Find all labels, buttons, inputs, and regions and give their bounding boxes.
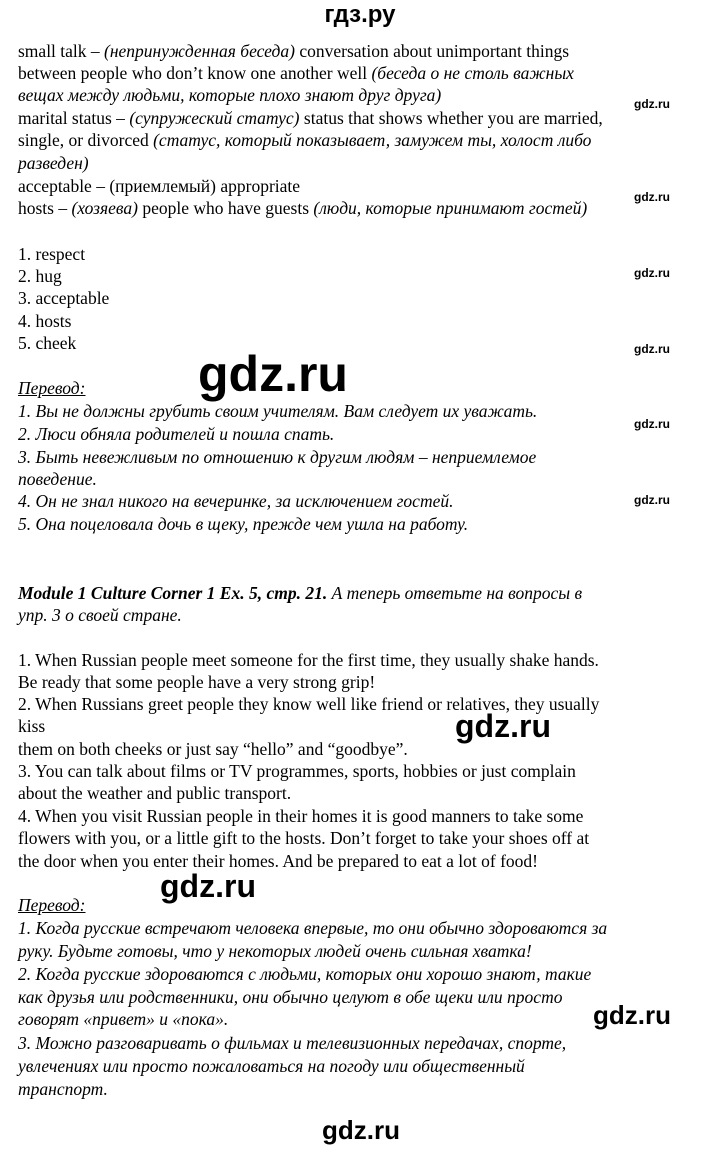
watermark-large: gdz.ru [198,346,348,402]
vocab-term: hosts – [18,198,72,218]
vocab-translation: (люди, которые принимают гостей) [313,198,588,218]
answer-item: 1. respect [18,244,86,264]
translation-line: 3. Быть невежливым по отношению к другим людям – неприемлемое [18,447,537,467]
vocab-line [18,152,89,174]
vocab-definition: between people who don’t know one another well [18,63,372,83]
translation-line: говорят «привет» и «пока». [18,1009,229,1029]
answer-line: Be ready that some people have a very strong grip! [18,672,376,692]
translation-heading: Перевод: [18,378,86,398]
vocab-definition: people who have guests [137,198,314,218]
vocab-translation: (супружеский статус) [129,108,300,128]
answer-line: 2. When Russians greet people they know well like friend or relatives, they usually [18,694,600,714]
vocab-term: acceptable – (приемлемый) appropriate [18,176,301,196]
site-title: гдз.ру [324,1,396,28]
vocab-translation: (хозяева) [71,198,138,218]
watermark: gdz.ru [634,190,670,204]
watermark-large: gdz.ru [455,708,551,744]
vocab-line [18,40,569,62]
answer-item: 4. hosts [18,311,72,331]
translation-line: 4. Он не знал никого на вечеринке, за исключением гостей. [18,491,454,511]
translation-heading: Перевод: [18,895,86,915]
vocab-line [18,129,591,151]
watermark: gdz.ru [634,342,670,356]
vocab-line [18,107,603,129]
answer-line: flowers with you, or a little gift to the hosts. Don’t forget to take your shoes off at [18,828,590,848]
watermark-large: gdz.ru [160,868,256,904]
answer-line: the door when you enter their homes. And be prepared to eat a lot of food! [18,851,538,871]
watermark-large: gdz.ru [593,1000,671,1030]
translation-line: 5. Она поцеловала дочь в щеку, прежде чем ушла на работу. [18,514,469,534]
vocab-term: small talk – [18,41,105,61]
task-text: упр. 3 о своей стране. [18,605,182,625]
vocab-definition: single, or divorced [18,130,154,150]
answer-line: them on both cheeks or just say “hello” and “goodbye”. [18,739,408,759]
translation-line: поведение. [18,469,97,489]
answer-item: 3. acceptable [18,288,110,308]
task-title: Module 1 Culture Corner 1 Ex. 5, стр. 21. [18,583,328,603]
translation-line: 1. Когда русские встречают человека впервые, то они обычно здороваются за [18,918,608,938]
answer-line: kiss [18,716,46,736]
answer-line: about the weather and public transport. [18,783,292,803]
vocab-line [18,197,587,219]
vocab-line [18,84,441,106]
translation-line: как друзья или родственники, они обычно целуют в обе щеки или просто [18,987,563,1007]
translation-line: увлечениях или просто пожаловаться на погоду или общественный [18,1056,525,1076]
translation-line: 1. Вы не должны грубить своим учителям. Вам следует их уважать. [18,401,538,421]
answer-line: 1. When Russian people meet someone for the first time, they usually shake hands. [18,650,599,670]
translation-line: 2. Когда русские здороваются с людьми, которых они хорошо знают, такие [18,964,592,984]
answer-line: 4. When you visit Russian people in their homes it is good manners to take some [18,806,584,826]
vocab-translation: (непринужденная беседа) [104,41,295,61]
translation-line: руку. Будьте готовы, что у некоторых людей очень сильная хватка! [18,941,532,961]
translation-line: 3. Можно разговаривать о фильмах и телевизионных передачах, спорте, [18,1033,567,1053]
vocab-definition: status that shows whether you are married, [299,108,603,128]
answer-item: 5. cheek [18,333,77,353]
translation-line: транспорт. [18,1079,108,1099]
task-heading [18,582,582,604]
watermark: gdz.ru [634,493,670,507]
vocab-line [18,62,574,84]
answer-line: 3. You can talk about films or TV programmes, sports, hobbies or just complain [18,761,576,781]
vocab-translation: разведен) [18,153,89,173]
watermark: gdz.ru [634,266,670,280]
vocab-line [18,175,300,197]
watermark: gdz.ru [634,417,670,431]
vocab-translation: вещах между людьми, которые плохо знают друг друга) [18,85,442,105]
translation-line: 2. Люси обняла родителей и пошла спать. [18,424,335,444]
footer-watermark: gdz.ru [322,1115,400,1145]
vocab-translation: (статус, который показывает, замужем ты, холост либо [153,130,592,150]
task-text: А теперь ответьте на вопросы в [327,583,583,603]
vocab-term: marital status – [18,108,130,128]
vocab-definition: conversation about unimportant things [294,41,570,61]
watermark: gdz.ru [634,97,670,111]
answer-item: 2. hug [18,266,62,286]
vocab-translation: (беседа о не столь важных [371,63,574,83]
